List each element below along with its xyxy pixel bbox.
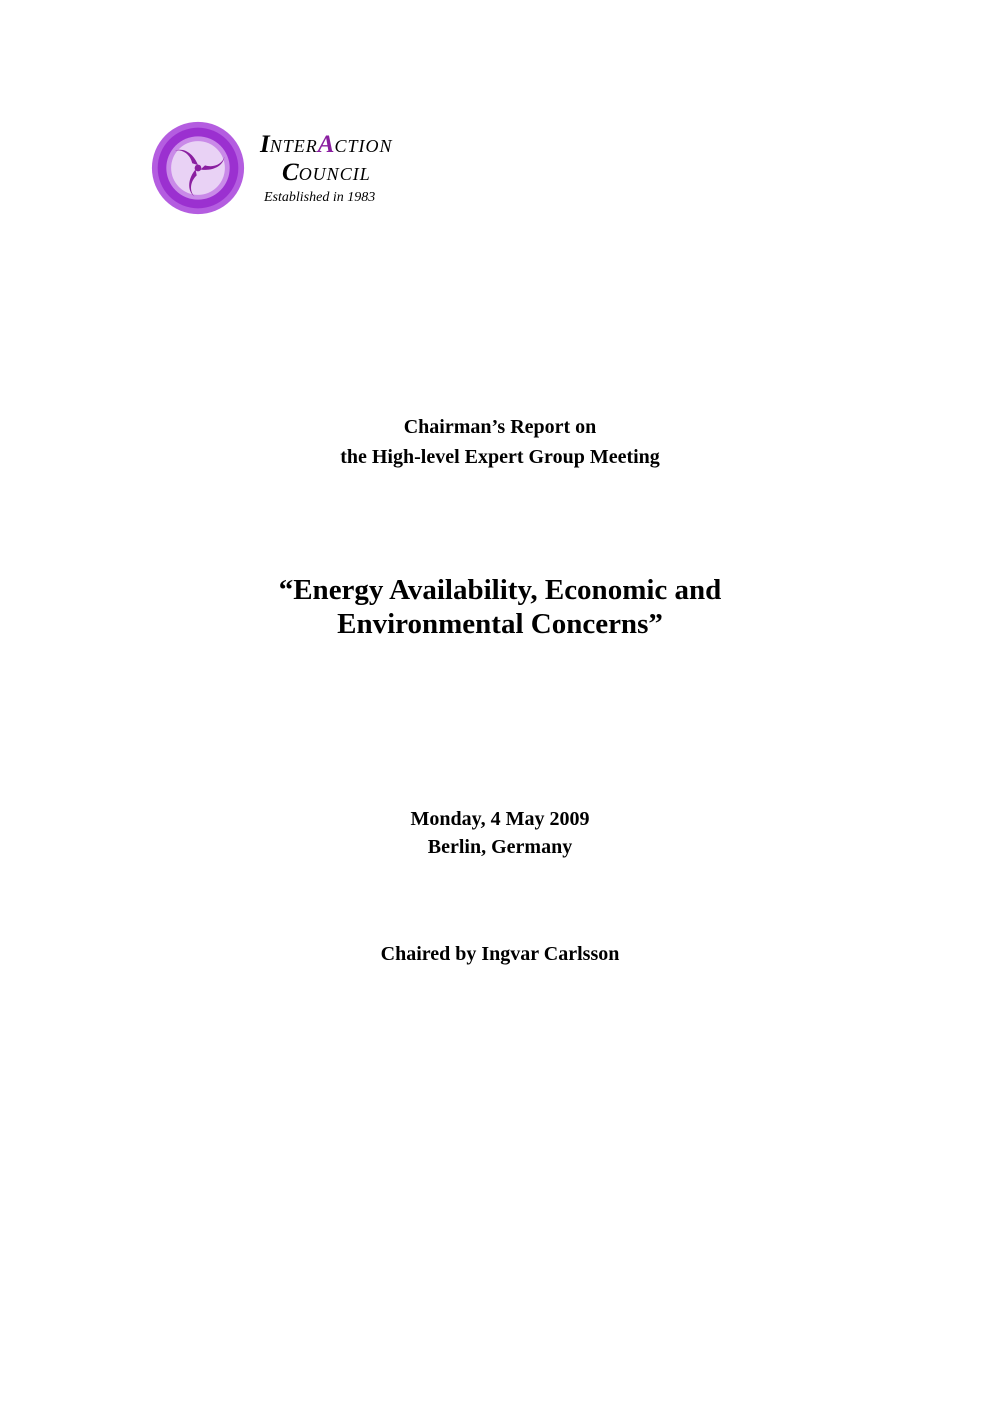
established-text: Established in 1983 [264, 190, 376, 205]
organization-name-line-1: INTERACTION [260, 131, 393, 158]
document-title-line-2: Environmental Concerns” [337, 608, 663, 640]
chaired-by: Chaired by Ingvar Carlsson [380, 943, 620, 965]
report-heading-line-1: Chairman’s Report on [403, 416, 597, 438]
event-date: Monday, 4 May 2009 [410, 808, 590, 830]
event-details [0, 805, 1000, 861]
document-title [0, 573, 1000, 641]
report-heading-line-2: the High-level Expert Group Meeting [340, 446, 660, 468]
triskelion-emblem-icon [150, 120, 246, 216]
organization-name-line-2: COUNCIL [282, 159, 371, 186]
accent-letter: A [317, 131, 335, 158]
event-location: Berlin, Germany [427, 836, 573, 858]
interaction-council-logo [150, 120, 450, 220]
document-title-line-1: “Energy Availability, Economic and [278, 574, 722, 606]
report-heading [0, 412, 1000, 472]
